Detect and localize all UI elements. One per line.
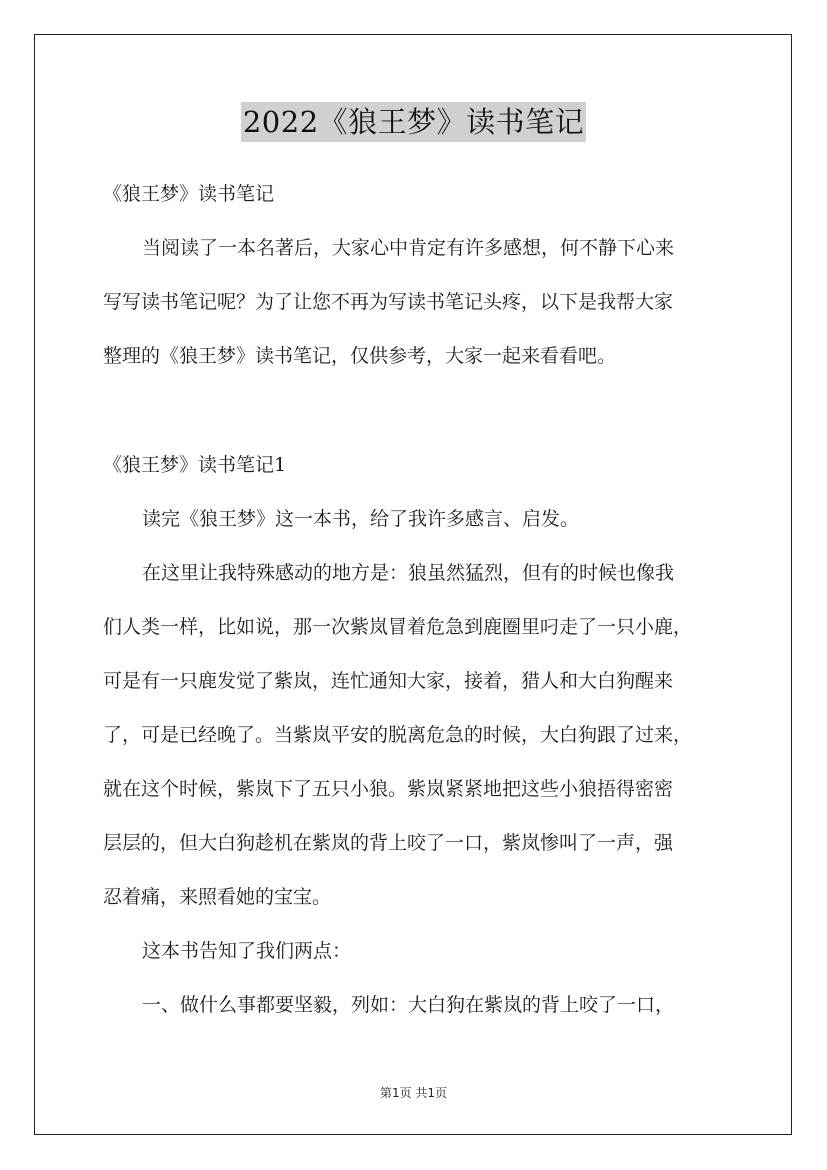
- paragraph-line: 在这里让我特殊感动的地方是：狼虽然猛烈，但有的时候也像我: [142, 562, 675, 584]
- paragraph-line: 整理的《狼王梦》读书笔记，仅供参考，大家一起来看看吧。: [103, 345, 617, 367]
- paragraph-line: 可是有一只鹿发觉了紫岚，连忙通知大家，接着，猎人和大白狗醒来: [103, 670, 674, 692]
- paragraph-line: 写写读书笔记呢？为了让您不再为写读书笔记头疼，以下是我帮大家: [103, 291, 674, 313]
- paragraph-line: 这本书告知了我们两点：: [142, 940, 352, 962]
- paragraph-line: 了，可是已经晚了。当紫岚平安的脱离危急的时候，大白狗跟了过来，: [103, 724, 693, 746]
- paragraph-line: 忍着痛，来照看她的宝宝。: [103, 886, 332, 908]
- paragraph-line: 一、做什么事都要坚毅，列如：大白狗在紫岚的背上咬了一口，: [142, 994, 675, 1016]
- paragraph-line: 当阅读了一本名著后，大家心中肯定有许多感想，何不静下心来: [142, 237, 675, 259]
- paragraph-line: 层层的，但大白狗趁机在紫岚的背上咬了一口，紫岚惨叫了一声，强: [103, 832, 674, 854]
- document-title: 2022《狼王梦》读书笔记: [241, 102, 586, 142]
- section-heading-intro: 《狼王梦》读书笔记: [103, 183, 275, 205]
- page-number-footer: 第1页 共1页: [379, 1086, 448, 1100]
- section-heading-note-1: 《狼王梦》读书笔记1: [103, 454, 287, 476]
- paragraph-line: 读完《狼王梦》这一本书，给了我许多感言、启发。: [142, 508, 580, 530]
- paragraph-line: 们人类一样，比如说，那一次紫岚冒着危急到鹿圈里叼走了一只小鹿，: [103, 616, 693, 638]
- paragraph-line: 就在这个时候，紫岚下了五只小狼。紫岚紧紧地把这些小狼捂得密密: [103, 778, 674, 800]
